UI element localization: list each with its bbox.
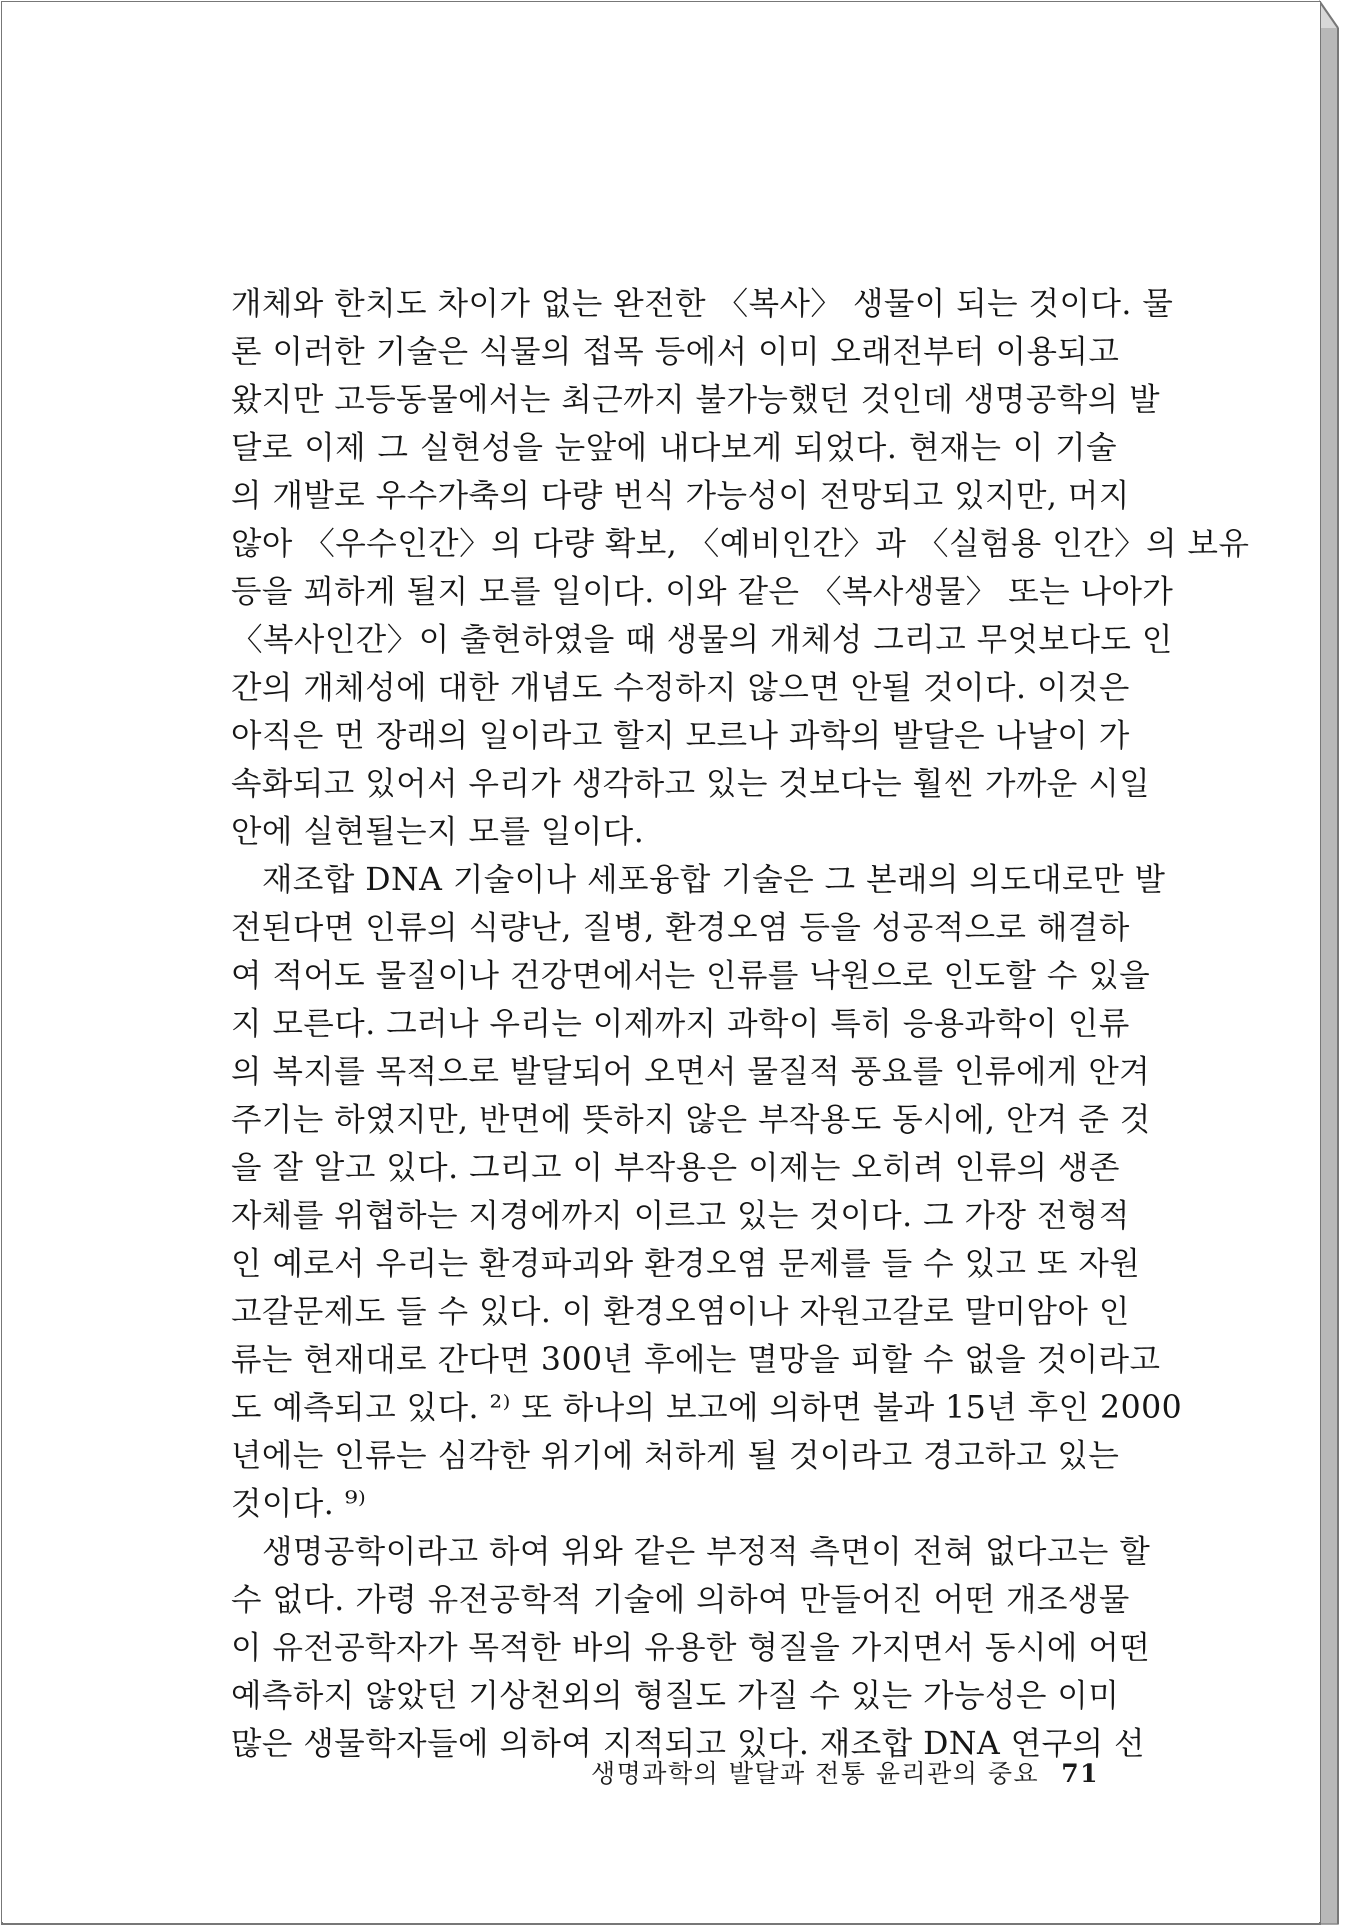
text-line: 안에 실현될는지 모를 일이다. [231, 814, 645, 850]
text-line: 인 예로서 우리는 환경파괴와 환경오염 문제를 들 수 있고 또 자원 [231, 1246, 1141, 1282]
text-line: 여 적어도 물질이나 건강면에서는 인류를 낙원으로 인도할 수 있을 [231, 958, 1151, 994]
text-line: 예측하지 않았던 기상천외의 형질도 가질 수 있는 가능성은 이미 [231, 1678, 1120, 1714]
text-line: 달로 이제 그 실현성을 눈앞에 내다보게 되었다. 현재는 이 기술 [231, 430, 1117, 466]
text-line: 론 이러한 기술은 식물의 접목 등에서 이미 오래전부터 이용되고 [231, 334, 1120, 370]
text-line: 것이다. ⁹⁾ [231, 1486, 367, 1522]
text-line: 지 모른다. 그러나 우리는 이제까지 과학이 특히 응용과학이 인류 [231, 1006, 1130, 1042]
text-line: 등을 꾀하게 될지 모를 일이다. 이와 같은 〈복사생물〉 또는 나아가 [231, 574, 1174, 610]
body-text [231, 280, 1250, 1768]
text-line: 도 예측되고 있다. ²⁾ 또 하나의 보고에 의하면 불과 15년 후인 2000 [231, 1390, 1183, 1426]
text-line: 간의 개체성에 대한 개념도 수정하지 않으면 안될 것이다. 이것은 [231, 670, 1130, 706]
text-line: 속화되고 있어서 우리가 생각하고 있는 것보다는 훨씬 가까운 시일 [231, 766, 1151, 802]
running-title: 생명과학의 발달과 전통 윤리관의 중요 [591, 1759, 1040, 1788]
text-line: 의 개발로 우수가축의 다량 번식 가능성이 전망되고 있지만, 머지 [231, 478, 1130, 514]
text-line: 주기는 하였지만, 반면에 뜻하지 않은 부작용도 동시에, 안겨 준 것 [231, 1102, 1151, 1138]
text-line: 수 없다. 가령 유전공학적 기술에 의하여 만들어진 어떤 개조생물 [231, 1582, 1130, 1618]
text-line: 많은 생물학자들에 의하여 지적되고 있다. 재조합 DNA 연구의 선 [231, 1726, 1145, 1762]
page-footer [591, 1749, 1099, 1799]
text-line: 년에는 인류는 심각한 위기에 처하게 될 것이라고 경고하고 있는 [231, 1438, 1120, 1474]
text-line: 〈복사인간〉이 출현하였을 때 생물의 개체성 그리고 무엇보다도 인 [231, 622, 1173, 658]
text-line: 아직은 먼 장래의 일이라고 할지 모르나 과학의 발달은 나날이 가 [231, 718, 1130, 754]
text-line: 의 복지를 목적으로 발달되어 오면서 물질적 풍요를 인류에게 안겨 [231, 1054, 1151, 1090]
text-line: 전된다면 인류의 식량난, 질병, 환경오염 등을 성공적으로 해결하 [231, 910, 1130, 946]
text-line: 이 유전공학자가 목적한 바의 유용한 형질을 가지면서 동시에 어떤 [231, 1630, 1151, 1666]
text-line: 개체와 한치도 차이가 없는 완전한 〈복사〉 생물이 되는 것이다. 물 [231, 286, 1174, 322]
text-line: 자체를 위협하는 지경에까지 이르고 있는 것이다. 그 가장 전형적 [231, 1198, 1130, 1234]
text-line: 왔지만 고등동물에서는 최근까지 불가능했던 것인데 생명공학의 발 [231, 382, 1161, 418]
text-line: 류는 현재대로 간다면 300년 후에는 멸망을 피할 수 없을 것이라고 [231, 1342, 1161, 1378]
text-line: 고갈문제도 들 수 있다. 이 환경오염이나 자원고갈로 말미암아 인 [231, 1294, 1130, 1330]
text-line: 재조합 DNA 기술이나 세포융합 기술은 그 본래의 의도대로만 발 [262, 862, 1166, 898]
text-line: 을 잘 알고 있다. 그리고 이 부작용은 이제는 오히려 인류의 생존 [231, 1150, 1120, 1186]
text-line: 생명공학이라고 하여 위와 같은 부정적 측면이 전혀 없다고는 할 [262, 1534, 1151, 1570]
page-number: 71 [1061, 1759, 1099, 1788]
text-line: 않아 〈우수인간〉의 다량 확보, 〈예비인간〉과 〈실험용 인간〉의 보유 [231, 526, 1250, 562]
